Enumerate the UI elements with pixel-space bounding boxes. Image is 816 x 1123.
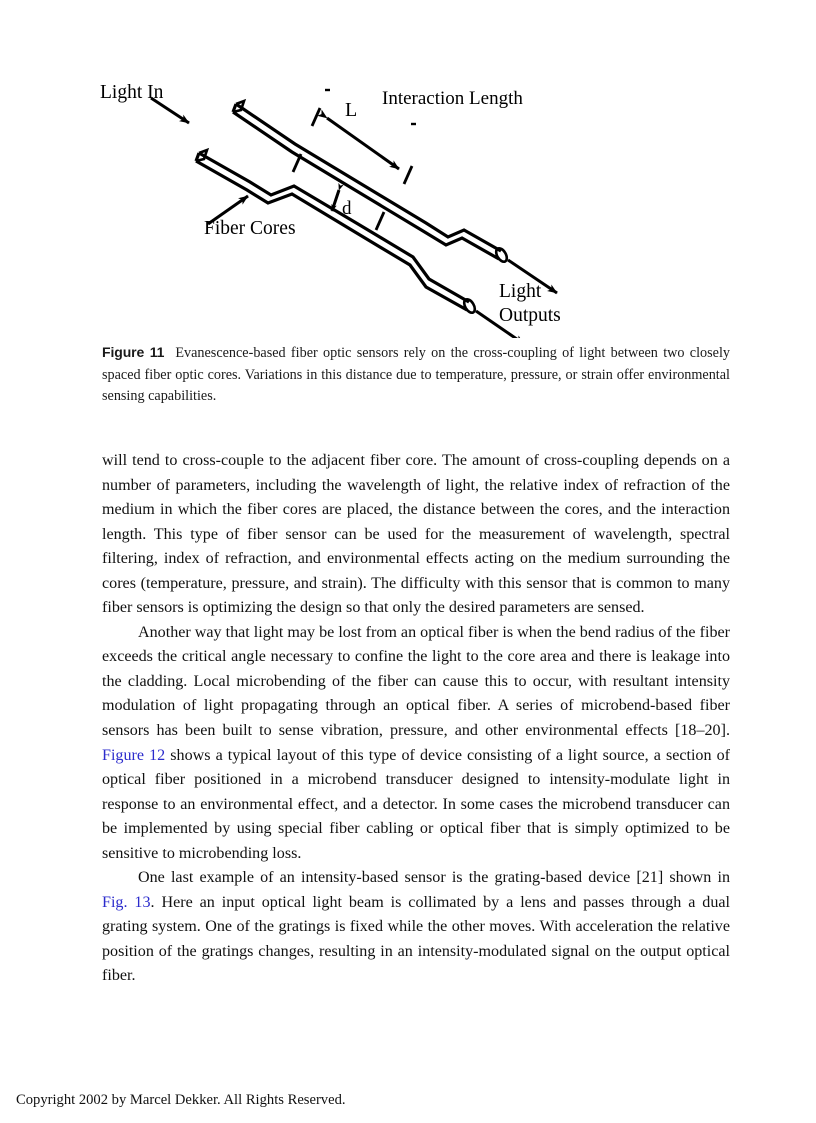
paragraph-3	[102, 866, 730, 989]
copyright-footer: Copyright 2002 by Marcel Dekker. All Rights Reserved.	[16, 1092, 346, 1108]
paragraph-1	[102, 449, 730, 621]
label-fiber-cores: Fiber Cores	[204, 218, 296, 239]
paragraph-2-text-before-link: Another way that light may be lost from an optical fiber is when the bend radius of the fiber exceeds the critical angle necessary to confine the light to the core area and there is leakage into the cladding. Local microbending of the fiber can cause this to occur, with resultant intensity modulation of light propagating through an optical fiber. A series of microbend-based fiber sensors has been built to sense vibration, pressure, and other environmental effects [18–20].	[102, 623, 730, 740]
fiber-coupler-diagram	[96, 66, 726, 338]
label-length-L: L	[345, 99, 358, 121]
label-interaction-length: Interaction Length	[382, 88, 523, 109]
figure-caption-label: Figure 11	[102, 344, 165, 360]
fig-13-link[interactable]: Fig. 13	[102, 893, 151, 911]
paragraph-1-text: will tend to cross-couple to the adjacent fiber core. The amount of cross-coupling depends on a number of parameters, including the wavelength of light, the relative index of refraction of the medium in which the fiber cores are placed, the distance between the cores, and the interaction length. This type of fiber sensor can be used for the measurement of wavelength, spectral filtering, index of refraction, and environmental effects acting on the medium surrounding the cores (temperature, pressure, and strain). The difficulty with this sensor that is common to many fiber sensors is optimizing the design so that only the desired parameters are sensed.	[102, 452, 730, 617]
body-text-column	[102, 449, 730, 989]
label-light-outputs-line2: Outputs	[499, 305, 561, 326]
figure-12-link[interactable]: Figure 12	[102, 746, 166, 764]
label-light-outputs-line1: Light	[499, 281, 542, 302]
label-distance-d: d	[342, 198, 352, 219]
figure-caption	[102, 342, 730, 408]
fiber-upper-core	[233, 101, 509, 264]
paragraph-2	[102, 621, 730, 866]
paragraph-3-text-after-link: . Here an input optical light beam is collimated by a lens and passes through a dual grating system. One of the gratings is fixed while the other moves. With acceleration the relative position of the gratings changes, resulting in an intensity-modulated signal on the output optical fiber.	[102, 893, 730, 985]
figure-caption-text: Evanescence-based fiber optic sensors rely on the cross-coupling of light between two closely spaced fiber optic cores. Variations in this distance due to temperature, pressure, or strain offer environmental sensing capabilities.	[102, 345, 730, 404]
core-separation-measure	[332, 190, 339, 211]
figure-11-illustration	[96, 66, 726, 338]
paragraph-3-text-before-link: One last example of an intensity-based sensor is the grating-based device [21] shown in	[138, 869, 730, 887]
paragraph-2-text-after-link: shows a typical layout of this type of device consisting of a light source, a section of optical fiber positioned in a microbend transducer designed to intensity-modulate light in response to an environmental effect, and a detector. In some cases the microbend transducer can be implemented by using special fiber cabling or optical fiber that is simply optimized to be sensitive to microbending loss.	[102, 746, 731, 862]
label-light-in: Light In	[100, 82, 164, 103]
